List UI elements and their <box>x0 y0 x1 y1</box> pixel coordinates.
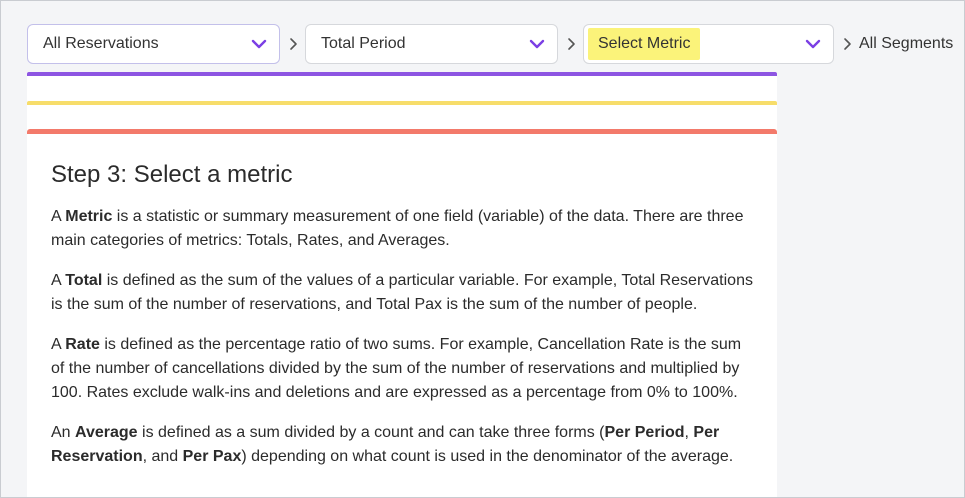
reservations-dropdown[interactable] <box>27 24 280 64</box>
chevron-right-icon <box>280 37 305 51</box>
chevron-right-icon <box>834 37 859 51</box>
chevron-down-icon <box>805 36 821 52</box>
metric-dropdown[interactable] <box>583 24 834 64</box>
segments-breadcrumb[interactable]: All Segments <box>859 35 954 52</box>
chevron-right-icon <box>558 37 583 51</box>
metric-paragraph: A Metric is a statistic or summary measurement of one field (variable) of the data. There are three main categories of metrics: Totals, Rates, and Averages. <box>51 208 744 249</box>
chevron-down-icon <box>251 36 267 52</box>
rate-paragraph: A Rate is defined as the percentage ratio of two sums. For example, Cancellation Rate is the sum of the number of cancellations divided by the sum of the number of reservations and multiplied by 100. Rates exclude walk-ins and deletions and are expressed as a percentage from 0% to 100%. <box>51 336 742 401</box>
total-paragraph: A Total is defined as the sum of the values of a particular variable. For example, Total Reservations is the sum of the number of reservations, and Total Pax is the sum of the number of people. <box>51 272 753 313</box>
period-dropdown-label: Total Period <box>321 35 406 52</box>
average-paragraph: An Average is defined as a sum divided by a count and can take three forms (Per Period, Per Reservation, and Per Pax) depending on what count is used in the denominator of the average. <box>51 424 734 465</box>
reservations-dropdown-label: All Reservations <box>43 35 159 52</box>
help-content <box>27 134 777 469</box>
yellow-progress-stripe <box>27 101 777 105</box>
help-panel <box>27 72 777 497</box>
step-title: Step 3: Select a metric <box>51 161 293 188</box>
chevron-down-icon <box>529 36 545 52</box>
period-dropdown[interactable] <box>305 24 558 64</box>
breadcrumb <box>27 24 954 64</box>
metric-dropdown-label: Select Metric <box>588 28 700 60</box>
purple-progress-stripe <box>27 72 777 76</box>
